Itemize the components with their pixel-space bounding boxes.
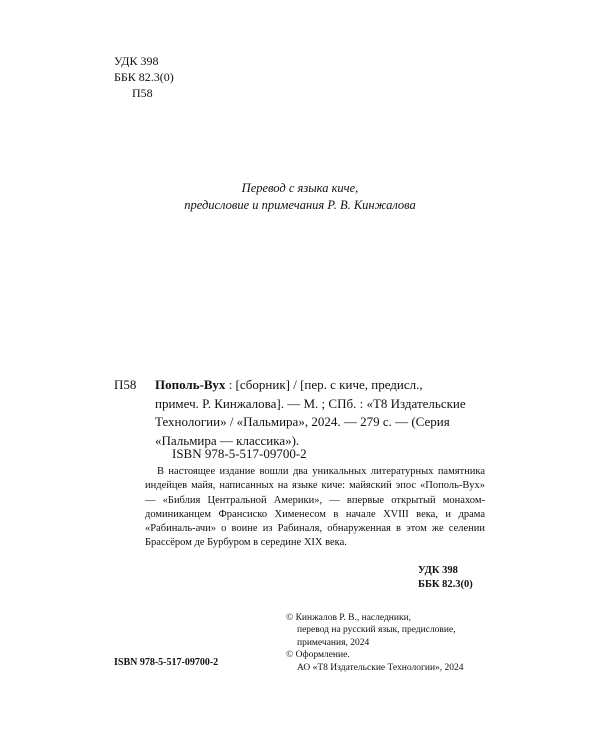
isbn-main: ISBN 978-5-517-09700-2 (172, 446, 307, 461)
isbn-bottom: ISBN 978-5-517-09700-2 (114, 657, 219, 668)
annotation-paragraph: В настоящее издание вошли два уникальных литературных памятника индейцев майя, написанных на языке киче: майяский эпос «Пополь-Вух» — «Библия Центральной Америки», — впервые открытый монахом-доминиканцем Франсиско Хименесом в начале XVIII века, и драма «Рабиналь-ачи» о воине из Рабиналя, обнаруженная в этом же селении Брассёром де Бурбуром в середине XIX века. (145, 466, 485, 549)
bottom-classification-codes (418, 564, 473, 592)
biblio-line-1 (155, 376, 485, 395)
copyright-line-5: АО «Т8 Издательские Технологии», 2024 (297, 662, 464, 673)
udk-code-bottom: УДК 398 (418, 565, 458, 576)
copyright-line-3: примечания, 2024 (297, 637, 370, 648)
translator-line-2: предисловие и примечания Р. В. Кинжалова (184, 198, 416, 212)
bbk-code: ББК 82.3(0) (114, 70, 174, 84)
bbk-code-bottom: ББК 82.3(0) (418, 579, 473, 590)
copyright-line-4: © Оформление. (286, 650, 350, 661)
bibliographic-record (155, 376, 485, 450)
copyright-line-2: перевод на русский язык, предисловие, (297, 625, 456, 636)
udk-code: УДК 398 (114, 54, 159, 68)
biblio-line-1-rest: : [сборник] / [пер. с киче, предисл., (225, 377, 423, 392)
biblio-author-mark: П58 (114, 377, 137, 392)
biblio-line-3: Технологии» / «Пальмира», 2024. — 279 с. — (Серия (155, 414, 450, 429)
translator-note (150, 180, 450, 214)
copyright-line-1: © Кинжалов Р. В., наследники, (286, 613, 412, 623)
top-classification-codes (114, 53, 174, 101)
translator-line-1: Перевод с языка киче, (241, 181, 359, 195)
author-mark: П58 (132, 86, 153, 100)
book-title: Пополь-Вух (155, 377, 226, 392)
biblio-line-4: «Пальмира — классика»). (155, 432, 300, 448)
biblio-line-2: примеч. Р. Кинжалова]. — М. ; СПб. : «Т8 Издательские (155, 395, 466, 411)
copyright-block (286, 612, 496, 674)
